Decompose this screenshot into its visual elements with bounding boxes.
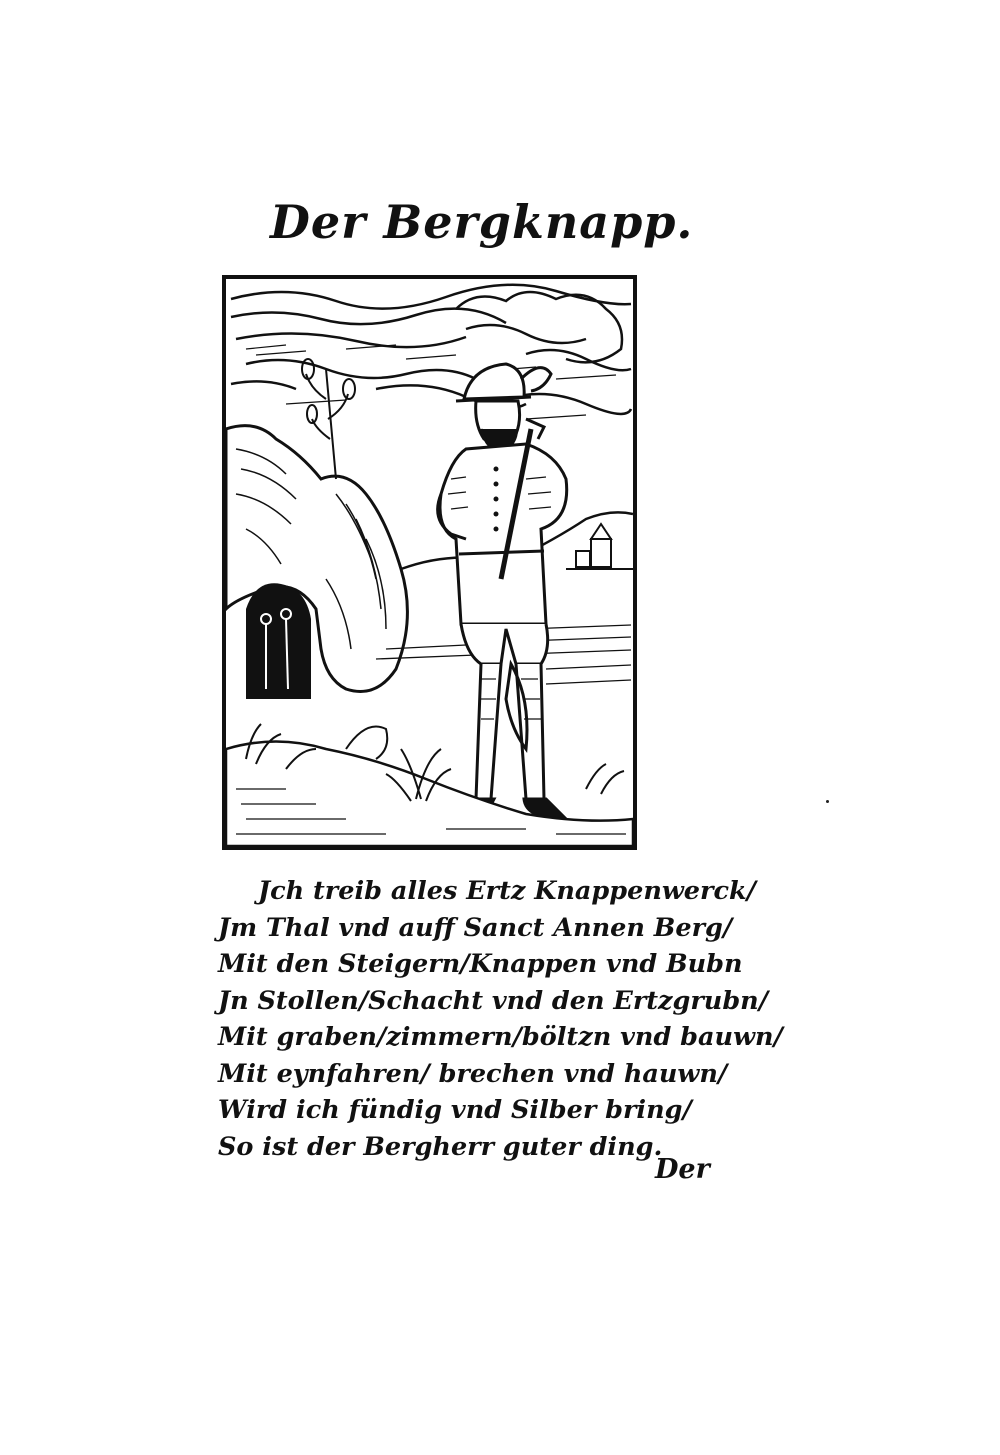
page-title: Der Bergknapp. xyxy=(270,195,694,249)
verse-line-2: Jm Thal vnd auff Sanct Annen Berg/ xyxy=(218,912,733,943)
verse-line-3: Mit den Steigern/Knappen vnd Bubn xyxy=(218,949,743,979)
sky-hatching xyxy=(246,345,616,419)
sapling xyxy=(302,359,355,479)
miner-figure xyxy=(438,364,567,819)
verse-line-5: Mit graben/zimmern/böltzn vnd bauwn/ xyxy=(218,1022,783,1052)
woodcut-illustration xyxy=(222,275,637,850)
clouds xyxy=(231,285,631,414)
verse-line-1: Jch treib alles Ertz Knappenwerck/ xyxy=(258,876,756,906)
verse-line-8: So ist der Bergherr guter ding. xyxy=(218,1131,663,1162)
mine-entrance xyxy=(246,583,311,699)
verse-line-4: Jn Stollen/Schacht vnd den Ertzgrubn/ xyxy=(218,985,769,1016)
ink-speck xyxy=(826,800,829,803)
woodcut-miner-scene xyxy=(226,279,633,846)
verse-line-6: Mit eynfahren/ brechen vnd hauwn/ xyxy=(218,1058,728,1089)
catchword: Der xyxy=(655,1154,710,1185)
verse-block xyxy=(218,873,783,1165)
verse-line-7: Wird ich fündig vnd Silber bring/ xyxy=(218,1095,692,1125)
castle xyxy=(566,524,633,569)
